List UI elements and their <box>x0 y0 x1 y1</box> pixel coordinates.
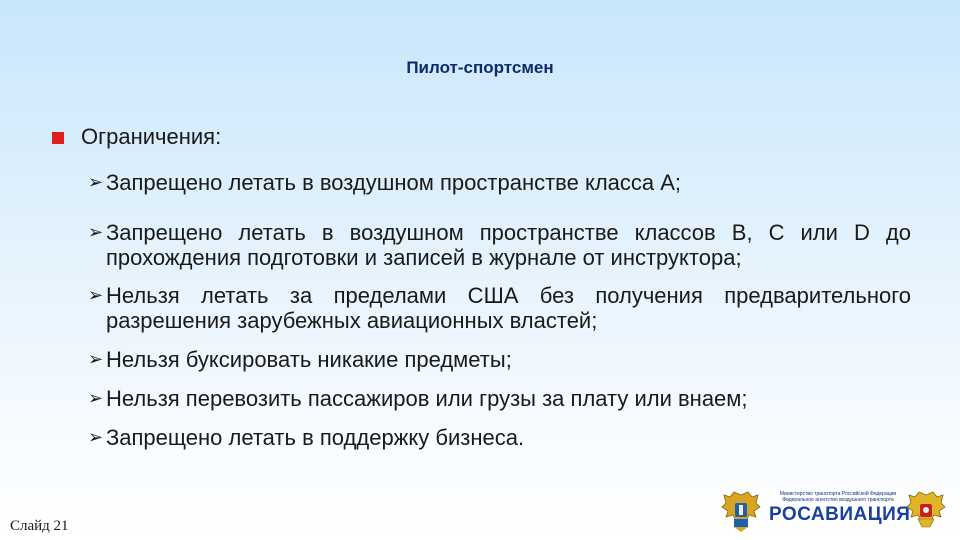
arrowhead-bullet-icon: ➢ <box>88 222 104 243</box>
arrowhead-bullet-icon: ➢ <box>88 349 104 370</box>
list-item <box>88 347 911 372</box>
list-item-text: Нельзя летать за пределами США без получения предварительного разрешения зарубежных авиационных властей; <box>106 283 911 333</box>
brand-name: РОСАВИАЦИЯ <box>769 504 911 525</box>
coat-of-arms-icon <box>905 489 947 533</box>
eagle-emblem-icon <box>720 489 762 533</box>
ministry-caption <box>773 491 903 503</box>
ministry-line-2: Федеральное агентство воздушного транспорта <box>782 497 894 503</box>
restrictions-list <box>88 170 911 450</box>
list-item-text: Нельзя буксировать никакие предметы; <box>106 347 512 372</box>
main-bullet-label: Ограничения: <box>81 124 222 149</box>
arrowhead-bullet-icon: ➢ <box>88 172 104 193</box>
red-square-bullet-icon <box>52 132 64 144</box>
list-item <box>88 220 911 270</box>
list-item-text: Запрещено летать в поддержку бизнеса. <box>106 425 525 450</box>
list-item <box>88 386 911 411</box>
slide-number: Слайд 21 <box>10 518 69 534</box>
arrowhead-bullet-icon: ➢ <box>88 427 104 448</box>
main-bullet <box>52 124 221 150</box>
arrowhead-bullet-icon: ➢ <box>88 285 104 306</box>
ministry-line-1: Министерство транспорта Российской Федерации <box>779 491 897 497</box>
list-item-text: Запрещено летать в воздушном пространстве классов B, C или D до прохождения подготовки и записей в журнале от инструктора; <box>106 220 911 270</box>
list-item-text: Запрещено летать в воздушном пространстве класса А; <box>106 170 682 195</box>
list-item <box>88 425 911 450</box>
list-item <box>88 283 911 333</box>
slide-title: Пилот-спортсмен <box>406 58 554 77</box>
arrowhead-bullet-icon: ➢ <box>88 388 104 409</box>
list-item-text: Нельзя перевозить пассажиров или грузы за плату или внаем; <box>106 386 748 411</box>
list-item <box>88 170 911 195</box>
